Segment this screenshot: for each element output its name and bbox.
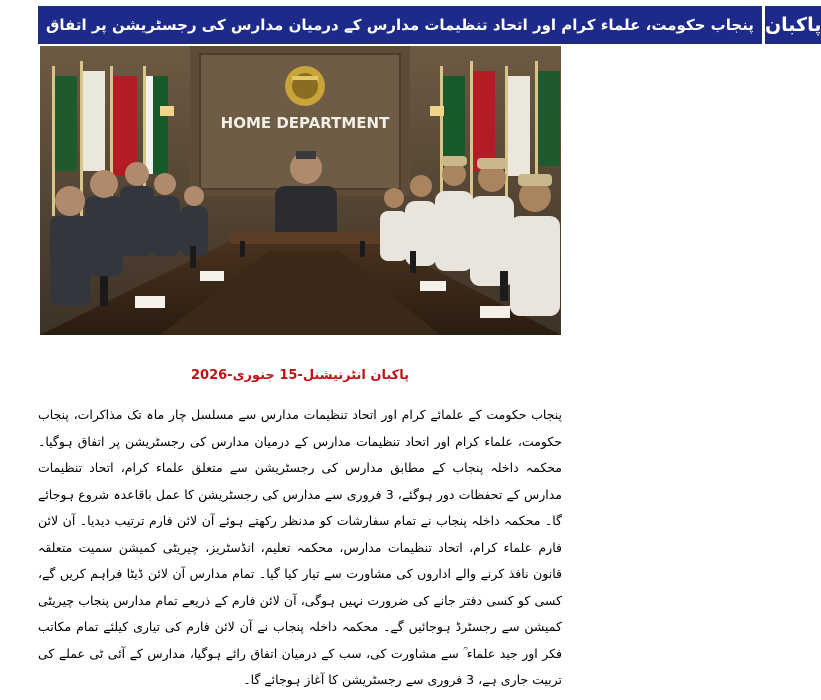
article-body: پنجاب حکومت کے علمائے کرام اور اتحاد تنظیمات مدارس سے مسلسل چار ماہ تک مذاکرات، پنجاب حکومت، علماء کرام اور اتحاد تنظیمات مدارس کے درمیان مدارس کی رجسٹریشن پر اتفاق ہوگیا۔ محکمہ داخلہ پنجاب کے مطابق مدارس کی رجسٹریشن سے متعلق علماء کرام، اتحاد تنظیمات مدارس کے تحفظات دور ہوگئے، 3 فروری سے مدارس کی رجسٹریشن کا عمل باقاعدہ شروع ہوجائے گا۔ محکمہ داخلہ پنجاب نے تمام سفارشات کو مدنظر رکھتے ہوئے آن لائن فارم ترتیب دیدیا۔ آن لائن فارم علماء کرام، اتحاد تنظیمات مدارس، محکمہ تعلیم، انڈسٹریز، چیریٹی کمیشن سمیت متعلقہ قانون نافذ کرنے والے اداروں کی مشاورت سے تیار کیا گیا۔ تمام مدارس آن لائن ڈیٹا فراہم کریں گے، کسی کو کسی دفتر جانے کی ضرورت نہیں ہوگی، آن لائن فارم کے ذریعے تمام مدارس پنجاب چیریٹی کمیشن سے رجسٹرڈ ہوجائیں گے۔ محکمہ داخلہ پنجاب نے آن لائن فارم کی تیاری کیلئے تمام مکاتب فکر اور جید علماء ؒ سے مشاورت کی، سب کے درمیان اتفاق رائے ہوگیا، مدارس کے آئی ٹی عملے کی تربیت جاری ہے، 3 فروری سے رجسٹریشن کا آغاز ہوجائے گا۔ [38, 407, 563, 687]
site-logo[interactable]: پاکبان [762, 6, 821, 44]
header-bar [38, 6, 821, 44]
news-photo [40, 46, 561, 335]
dateline: پاکبان انٹرنیشنل-15 جنوری-2026 [190, 368, 410, 383]
home-department-sign [221, 114, 390, 132]
headline: پنجاب حکومت، علماء کرام اور اتحاد تنظیمات مدارس کے درمیان مدارس کی رجسٹریشن پر اتفاق [38, 6, 762, 44]
meeting-photo-illustration [40, 46, 561, 335]
sign-text: HOME DEPARTMENT [220, 114, 390, 132]
